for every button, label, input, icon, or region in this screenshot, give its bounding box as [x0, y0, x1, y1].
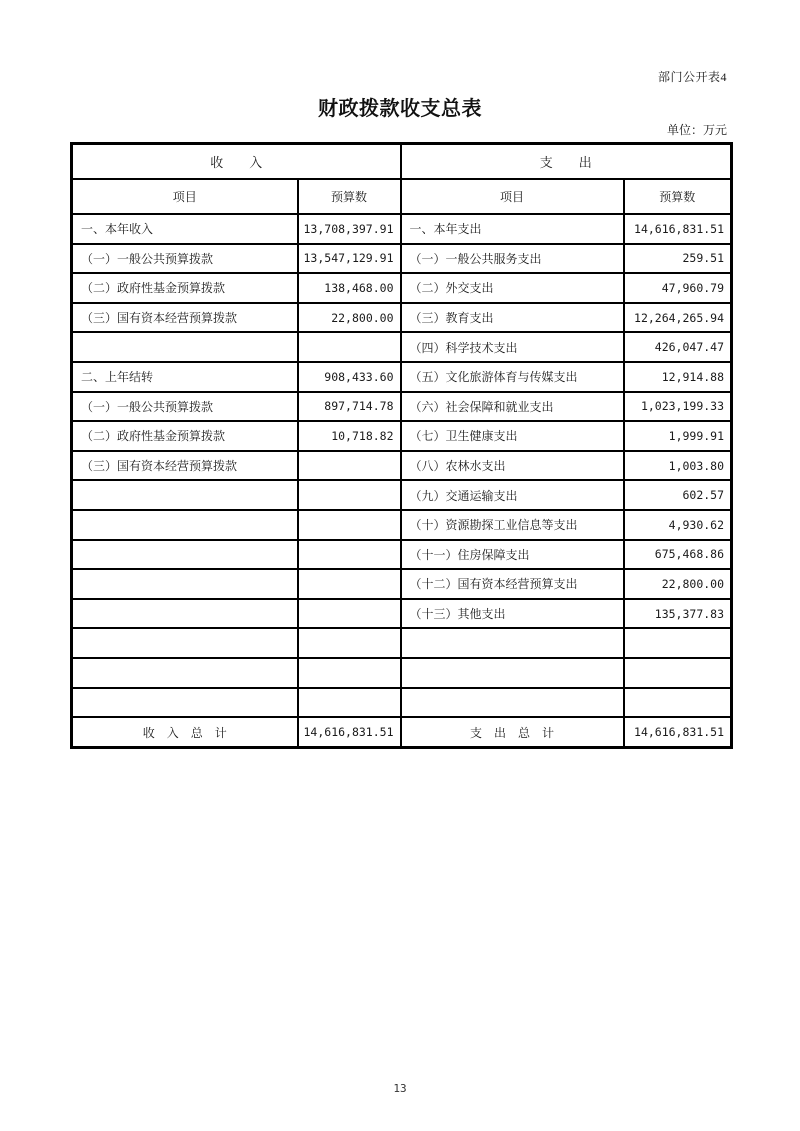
income-item-cell [72, 332, 298, 362]
expense-item-cell: （九）交通运输支出 [401, 480, 624, 510]
expense-item-cell: 一、本年支出 [401, 214, 624, 244]
doc-label: 部门公开表4 [657, 70, 727, 84]
income-item-cell: （一）一般公共预算拨款 [72, 244, 298, 274]
expense-amount-cell: 675,468.86 [624, 540, 732, 570]
table-row [72, 303, 732, 333]
expense-item-cell: （十）资源勘探工业信息等支出 [401, 510, 624, 540]
income-total-label: 收 入 总 计 [72, 717, 298, 748]
expense-item-cell: （八）农林水支出 [401, 451, 624, 481]
table-row [72, 392, 732, 422]
expense-amount-cell: 426,047.47 [624, 332, 732, 362]
unit-label: 单位：万元 [666, 123, 727, 137]
table-row [72, 658, 732, 688]
income-amount-cell: 22,800.00 [298, 303, 401, 333]
table-row [72, 214, 732, 244]
page-title: 财政拨款收支总表 [318, 98, 482, 120]
income-item-cell: （二）政府性基金预算拨款 [72, 273, 298, 303]
expense-amount-cell: 4,930.62 [624, 510, 732, 540]
income-item-cell [72, 480, 298, 510]
expense-item-cell [401, 658, 624, 688]
income-item-cell [72, 599, 298, 629]
income-item-cell: （三）国有资本经营预算拨款 [72, 451, 298, 481]
income-amount-cell [298, 688, 401, 718]
expense-amount-cell: 135,377.83 [624, 599, 732, 629]
table-row [72, 421, 732, 451]
expense-item-column-header: 项目 [401, 179, 624, 214]
expense-amount-cell: 602.57 [624, 480, 732, 510]
expense-amount-cell: 259.51 [624, 244, 732, 274]
income-amount-cell: 138,468.00 [298, 273, 401, 303]
income-amount-cell [298, 510, 401, 540]
expense-total-amount: 14,616,831.51 [624, 717, 732, 748]
expense-item-cell: （六）社会保障和就业支出 [401, 392, 624, 422]
income-item-cell: （二）政府性基金预算拨款 [72, 421, 298, 451]
expense-amount-cell: 14,616,831.51 [624, 214, 732, 244]
income-total-amount: 14,616,831.51 [298, 717, 401, 748]
expense-item-cell: （十三）其他支出 [401, 599, 624, 629]
expense-total-label: 支 出 总 计 [401, 717, 624, 748]
income-item-cell [72, 688, 298, 718]
income-amount-cell: 13,708,397.91 [298, 214, 401, 244]
table-row [72, 628, 732, 658]
expense-amount-cell [624, 628, 732, 658]
table-row [72, 569, 732, 599]
income-item-cell: （一）一般公共预算拨款 [72, 392, 298, 422]
income-item-cell: （三）国有资本经营预算拨款 [72, 303, 298, 333]
income-amount-cell [298, 332, 401, 362]
income-amount-cell [298, 569, 401, 599]
expense-item-cell: （四）科学技术支出 [401, 332, 624, 362]
table-row [72, 599, 732, 629]
table-row [72, 244, 732, 274]
income-amount-cell [298, 540, 401, 570]
table-row [72, 688, 732, 718]
income-amount-cell [298, 628, 401, 658]
expense-item-cell: （七）卫生健康支出 [401, 421, 624, 451]
income-item-cell: 二、上年结转 [72, 362, 298, 392]
total-row [72, 717, 732, 748]
income-amount-cell: 10,718.82 [298, 421, 401, 451]
table-row [72, 273, 732, 303]
page-number: 13 [393, 1082, 407, 1095]
expense-amount-cell [624, 658, 732, 688]
income-item-cell [72, 510, 298, 540]
expense-amount-cell: 12,264,265.94 [624, 303, 732, 333]
expense-item-cell: （十二）国有资本经营预算支出 [401, 569, 624, 599]
income-amount-cell [298, 451, 401, 481]
income-amount-cell: 897,714.78 [298, 392, 401, 422]
income-item-cell: 一、本年收入 [72, 214, 298, 244]
expense-item-cell [401, 628, 624, 658]
expense-item-cell: （五）文化旅游体育与传媒支出 [401, 362, 624, 392]
table-row [72, 451, 732, 481]
expense-section-header: 支 出 [401, 144, 732, 180]
column-header-row [72, 179, 732, 214]
expense-amount-cell: 12,914.88 [624, 362, 732, 392]
expense-item-cell [401, 688, 624, 718]
income-item-cell [72, 658, 298, 688]
income-section-header: 收 入 [72, 144, 401, 180]
expense-amount-cell: 1,023,199.33 [624, 392, 732, 422]
income-item-cell [72, 628, 298, 658]
table-row [72, 332, 732, 362]
income-amount-cell: 908,433.60 [298, 362, 401, 392]
income-amount-cell: 13,547,129.91 [298, 244, 401, 274]
table-row [72, 362, 732, 392]
expense-item-cell: （三）教育支出 [401, 303, 624, 333]
expense-item-cell: （十一）住房保障支出 [401, 540, 624, 570]
income-budget-column-header: 预算数 [298, 179, 401, 214]
income-amount-cell [298, 658, 401, 688]
income-amount-cell [298, 480, 401, 510]
table-row [72, 510, 732, 540]
expense-amount-cell: 1,999.91 [624, 421, 732, 451]
section-header-row [72, 144, 732, 180]
table-body [72, 214, 732, 717]
table-row [72, 540, 732, 570]
expense-budget-column-header: 预算数 [624, 179, 732, 214]
expense-amount-cell: 22,800.00 [624, 569, 732, 599]
income-amount-cell [298, 599, 401, 629]
expense-amount-cell: 1,003.80 [624, 451, 732, 481]
expense-amount-cell [624, 688, 732, 718]
expense-item-cell: （二）外交支出 [401, 273, 624, 303]
income-item-cell [72, 569, 298, 599]
budget-table [70, 142, 733, 749]
income-item-cell [72, 540, 298, 570]
expense-amount-cell: 47,960.79 [624, 273, 732, 303]
income-item-column-header: 项目 [72, 179, 298, 214]
table-row [72, 480, 732, 510]
expense-item-cell: （一）一般公共服务支出 [401, 244, 624, 274]
